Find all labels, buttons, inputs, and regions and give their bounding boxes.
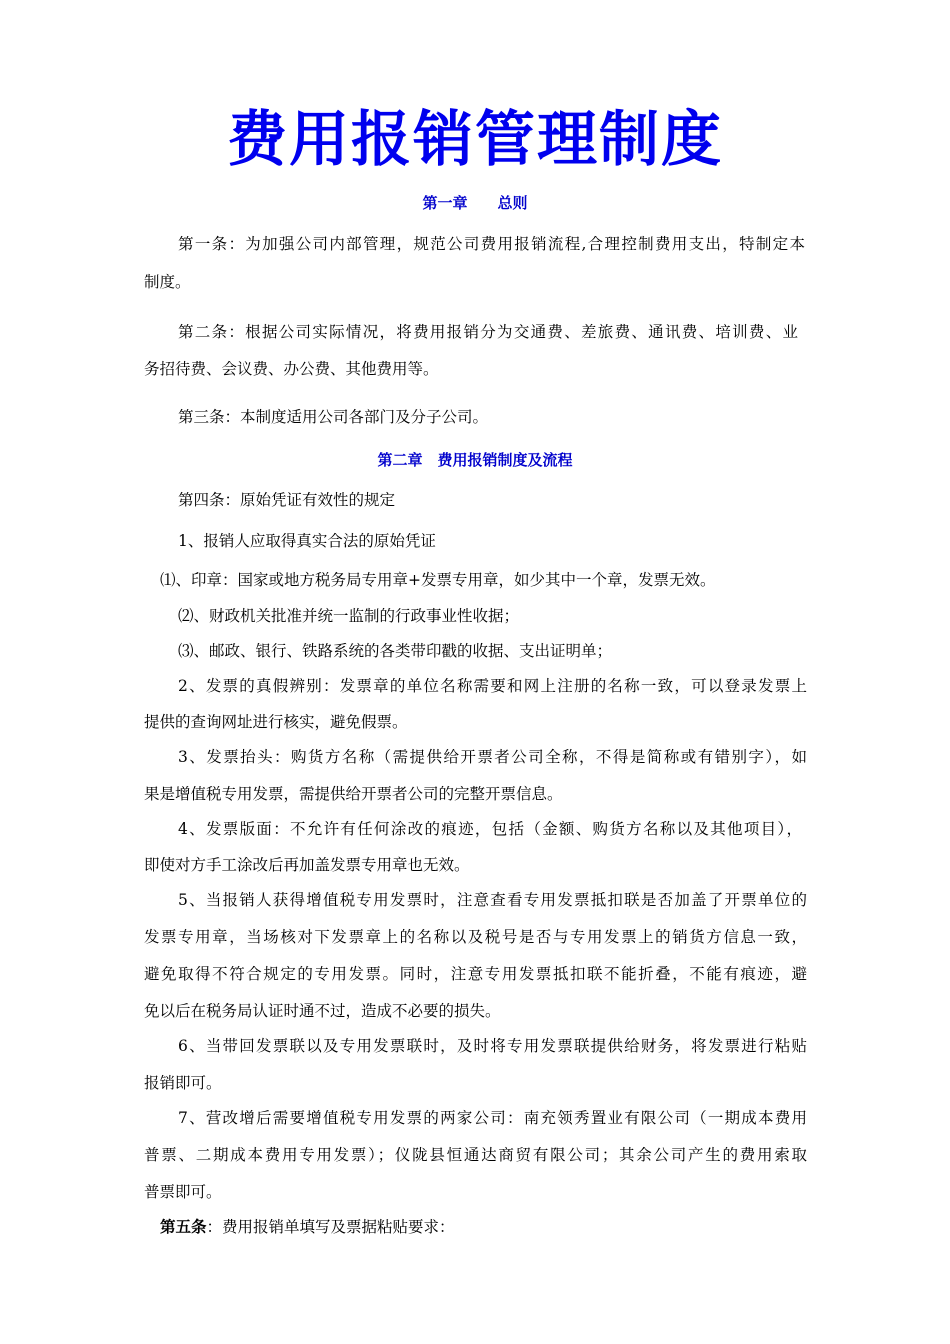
document-title: 费用报销管理制度 bbox=[227, 105, 723, 175]
item-4-line-1: 4、发票版面：不允许有任何涂改的痕迹，包括（金额、购货方名称以及其他项目）， bbox=[178, 820, 802, 838]
item-5-line-3: 避免取得不符合规定的专用发票。同时，注意专用发票抵扣联不能折叠，不能有痕迹，避 bbox=[144, 965, 807, 983]
item-5-line-2: 发票专用章，当场核对下发票章上的名称以及税号是否与专用发票上的销货方信息一致， bbox=[144, 928, 807, 946]
item-1: 1、报销人应取得真实合法的原始凭证 bbox=[178, 532, 436, 550]
article-2-line-1: 第二条：根据公司实际情况，将费用报销分为交通费、差旅费、通讯费、培训费、业 bbox=[178, 323, 798, 341]
item-2-line-1: 2、发票的真假辨别：发票章的单位名称需要和网上注册的名称一致，可以登录发票上 bbox=[178, 677, 807, 695]
article-5-heading bbox=[160, 1216, 455, 1238]
item-6-line-2: 报销即可。 bbox=[144, 1074, 222, 1092]
sub-item-2: ⑵、财政机关批准并统一监制的行政事业性收据； bbox=[178, 607, 520, 625]
item-3-line-2: 果是增值税专用发票，需提供给开票者公司的完整开票信息。 bbox=[144, 785, 563, 803]
article-3: 第三条：本制度适用公司各部门及分子公司。 bbox=[178, 408, 489, 426]
article-1-line-1: 第一条：为加强公司内部管理，规范公司费用报销流程,合理控制费用支出，特制定本 bbox=[178, 235, 805, 253]
sub-item-3: ⑶、邮政、银行、铁路系统的各类带印戳的收据、支出证明单； bbox=[178, 642, 613, 660]
item-7-line-3: 普票即可。 bbox=[144, 1183, 222, 1201]
sub-item-1: ⑴、印章：国家或地方税务局专用章+发票专用章，如少其中一个章，发票无效。 bbox=[160, 571, 716, 589]
item-4-line-2: 即使对方手工涂改后再加盖发票专用章也无效。 bbox=[144, 856, 470, 874]
article-5-label: 第五条 bbox=[160, 1217, 207, 1236]
item-3-line-1: 3、发票抬头：购货方名称（需提供给开票者公司全称，不得是简称或有错别字），如 bbox=[178, 748, 807, 766]
chapter-2-heading: 第二章 费用报销制度及流程 bbox=[377, 451, 573, 469]
article-5-text: ：费用报销单填写及票据粘贴要求： bbox=[206, 1218, 455, 1236]
article-4-heading: 第四条：原始凭证有效性的规定 bbox=[178, 491, 396, 509]
article-2-line-2: 务招待费、会议费、办公费、其他费用等。 bbox=[144, 360, 439, 378]
item-7-line-2: 普票、二期成本费用专用发票）；仪陇县恒通达商贸有限公司；其余公司产生的费用索取 bbox=[144, 1146, 807, 1164]
item-2-line-2: 提供的查询网址进行核实，避免假票。 bbox=[144, 713, 408, 731]
item-5-line-1: 5、当报销人获得增值税专用发票时，注意查看专用发票抵扣联是否加盖了开票单位的 bbox=[178, 891, 807, 909]
item-6-line-1: 6、当带回发票联以及专用发票联时，及时将专用发票联提供给财务，将发票进行粘贴 bbox=[178, 1037, 807, 1055]
item-7-line-1: 7、营改增后需要增值税专用发票的两家公司：南充领秀置业有限公司（一期成本费用 bbox=[178, 1109, 807, 1127]
chapter-1-heading: 第一章 总则 bbox=[422, 194, 528, 212]
item-5-line-4: 免以后在税务局认证时通不过，造成不必要的损失。 bbox=[144, 1002, 501, 1020]
article-1-line-2: 制度。 bbox=[144, 273, 191, 291]
